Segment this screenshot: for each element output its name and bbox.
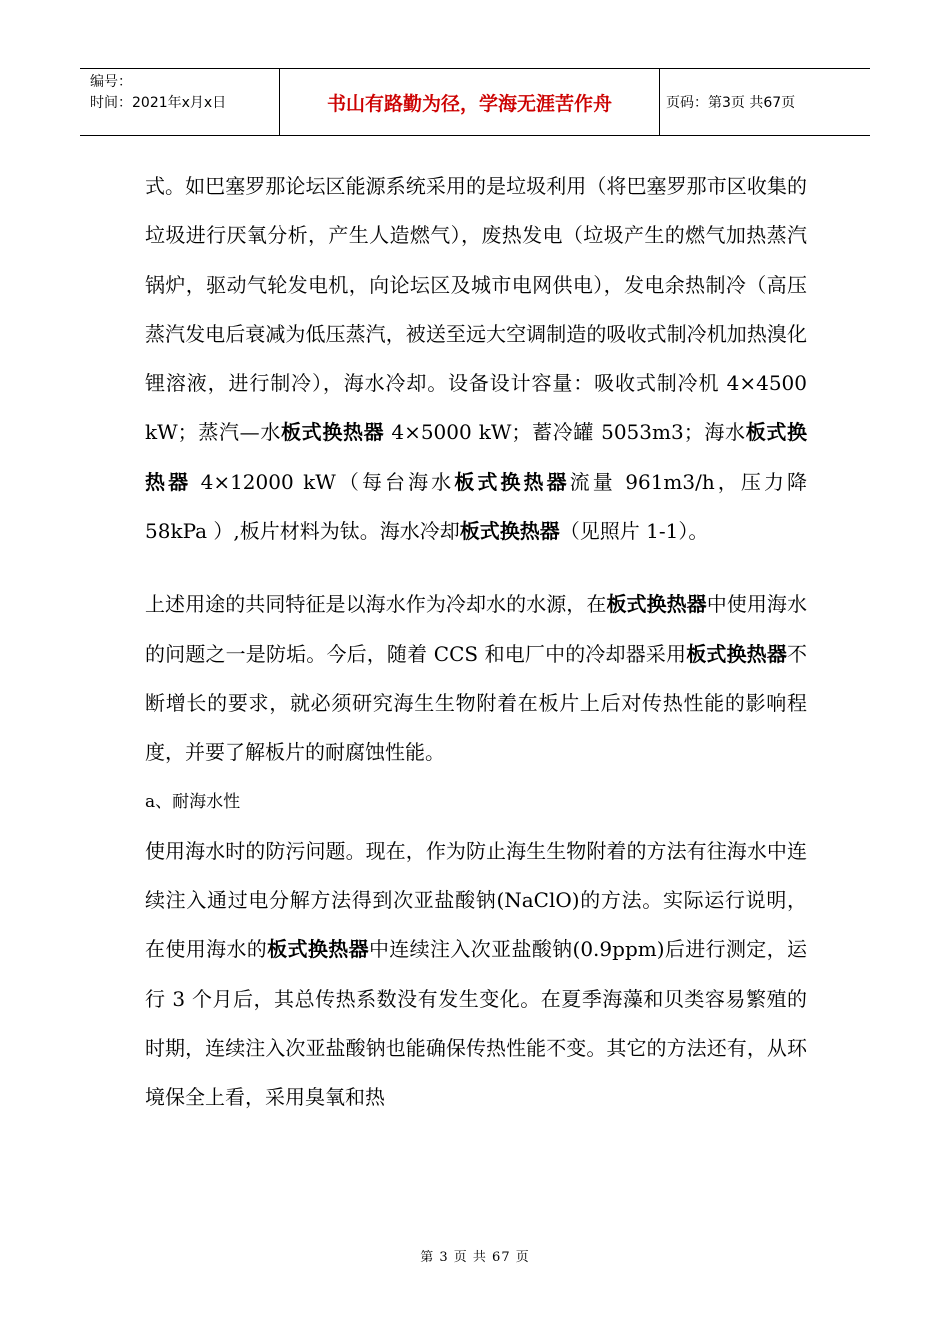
document-time: 时间：2021年x月x日 [90, 95, 227, 111]
document-number-label: 编号： [90, 74, 132, 90]
section-heading-seawater-resistance [145, 778, 807, 827]
text-run: 式。如巴塞罗那论坛区能源系统采用的是垃圾利用（将巴塞罗那市区收集的垃圾进行厌氧分析，产生人造燃气），废热发电（垃圾产生的燃气加热蒸汽锅炉，驱动气轮发电机，向论坛区及城市电网供电），发电余热制冷（高压蒸汽发电后衰减为低压蒸汽，被送至远大空调制造的吸收式制冷机加热溴化锂溶液，进行制冷），海水冷却。设备设计容量：吸收式制冷机 4×4500 kW；蒸汽—水 [145, 174, 807, 445]
paragraph-gap [145, 556, 807, 580]
header-page-info: 页码：第3页 共67页 [666, 95, 796, 111]
text-run: 不断增长的要求，就必须研究海生生物附着在板片上后对传热性能的影响程度，并要了解板片的耐腐蚀性能。 [145, 641, 808, 765]
text-run: 4×5000 kW；蓄冷罐 5053m3；海水 [384, 420, 746, 445]
header-meta [80, 69, 280, 135]
paragraph-barcelona-energy [145, 162, 807, 556]
text-run: a、耐海水性 [145, 791, 241, 812]
paragraph-antifouling [145, 827, 807, 1123]
text-run: 中连续注入次亚盐酸钠(0.9ppm)后进行测定，运行 3 个月后，其总传热系数没有发生变化。在夏季海藻和贝类容易繁殖的时期，连续注入次亚盐酸钠也能确保传热性能不变。其它的方法还有，从环境保全上看，采用臭氧和热 [145, 937, 808, 1110]
bold-term: 板式换热器 [267, 937, 369, 962]
bold-term: 板式换热器 [145, 420, 808, 494]
page-header [80, 68, 870, 136]
text-run: 中使用海水的问题之一是防垢。今后，随着 CCS 和电厂中的冷却器采用 [145, 592, 807, 666]
document-body [145, 162, 807, 1123]
bold-term: 板式换热器 [606, 592, 707, 617]
bold-term: 板式换热器 [686, 641, 788, 666]
bold-term: 板式换热器 [281, 420, 385, 445]
bold-term: 板式换热器 [459, 519, 560, 544]
paragraph-common-features [145, 580, 807, 777]
text-run: （见照片 1-1）。 [559, 519, 709, 544]
text-run: 使用海水时的防污问题。现在，作为防止海生生物附着的方法有往海水中连续注入通过电分解方法得到次亚盐酸钠(NaClO)的方法。实际运行说明，在使用海水的 [145, 838, 807, 962]
header-motto: 书山有路勤为径，学海无涯苦作舟 [280, 69, 660, 135]
text-run: 上述用途的共同特征是以海水作为冷却水的水源，在 [145, 592, 607, 617]
page-footer: 第 3 页 共 67 页 [420, 1250, 530, 1265]
text-run: 流量 961m3/h，压力降 58kPa ）,板片材料为钛。海水冷却 [145, 469, 808, 544]
bold-term: 板式换热器 [454, 469, 570, 494]
text-run: 4×12000 kW（每台海水 [191, 469, 455, 494]
